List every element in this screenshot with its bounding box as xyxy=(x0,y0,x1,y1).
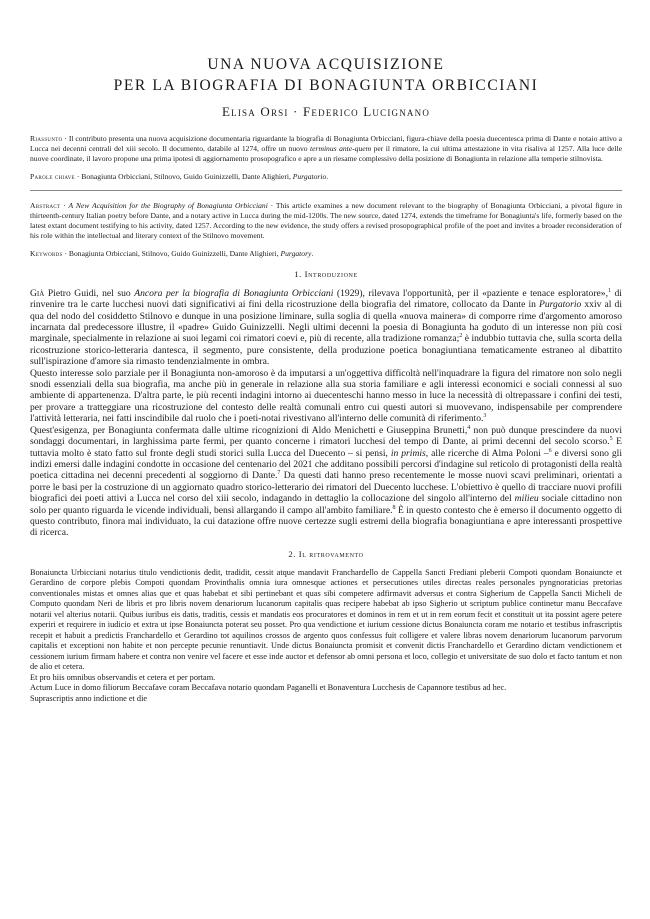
footnote-ref[interactable]: 4 xyxy=(467,424,471,431)
riassunto-text-a: · Il contributo presenta una nuova acquisizione documentaria riguardante la biografia di Bonagiunta Orbicciani, figura-chiave della poesia duecentesca prima di Dante e notaio attivo a Lucca nei decenni centrali del xiii secolo. Il documento, databile al 1274, offre un nuovo xyxy=(30,134,622,154)
p3-em-1: in primis xyxy=(390,447,426,459)
p3-h: È in questo contesto che è emerso il documento oggetto di questo contributo, finora mai individuato, la cui datazione offre nuove certezze sugli estremi della biografia bonagiuntiana e apre interessanti prospettive di ricerca. xyxy=(30,504,622,539)
p1-c: di rinvenire tra le carte lucchesi nuovi dati significativi ai fini della ricostruzione della biografia del rimatore, collocato da Dante in xyxy=(30,287,622,311)
article-title xyxy=(30,54,622,96)
document-transcription: Bonaiuncta Urbicciani notarius titulo vendictionis dedit, tradidit, cessit atque mandavit Franchardello de Cappella Sancti Frediani pleberii Compoti quondam Bonaiuncte et Gerardino de corpore plebis Compoti quondam Provinthalis omnia iura omnesque actiones et persecutiones utiles directas reales personales pyngnoraticias pretorias conventionales mistas et omnes alias que et quas habebat et sibi pertinebant et quas sibi competere adfirmavit adversus et contra Sigherium de Cappella Sancti Micheli de Computo quondam Neri de libris et pro libris novem denariorum lucanorum capitalis quas recipere habebat ab ipso Sigherio ut scriptum publice continetur manu Beccafave notarii vel alterius notarii. Quibus iuribus eis datis, traditis, cessis et mandatis eos procuratores et dominos in rem et ut in rem eorum fecit et constituit ut ita possint agere petere experiri et requirere in iudicio et extra ut ipse Bonaiuncta poterat seu posset. Pro qua vendictione et iurium cessione dictus Bonaiuncta coram me notario et testibus infrascriptis recepit et habuit a predictis Franchardello et Gerardino tot aquilinos crossos de argento quos confessus fuit colligere et valere libras novem denariorum lucanorum parvorum capitalis et exceptioni non habite et non percepte pecunie renuntiavit. Unde dictus Bonaiuncta promisit et convenit dictis Franchardello et Gerardino dictam vendictionem et cessionem iurium firmam habere et contra non venire vel facere et esse inde auctor et defensor ab omni persona et loco, collegio et universitate de suo dolo et facto tantum et non de alio et cetera. xyxy=(30,567,622,672)
parole-chiave-tail: . xyxy=(326,171,329,181)
footnote-ref[interactable]: 2 xyxy=(459,333,463,340)
title-line-2: PER LA BIOGRAFIA DI BONAGIUNTA ORBICCIANI xyxy=(113,77,539,94)
keywords-tail: . xyxy=(311,248,314,258)
riassunto xyxy=(30,134,622,165)
drop-caps: Già xyxy=(30,287,45,299)
document-line-2: Et pro hiis omnibus observandis et cetera et per portam. xyxy=(30,672,216,682)
footnote-ref[interactable]: 1 xyxy=(607,287,611,294)
footnote-ref[interactable]: 5 xyxy=(609,435,613,442)
keywords-em: Purgatory xyxy=(280,248,312,258)
p1-em-1: Ancora per la biografia di Bonagiunta Orbicciani xyxy=(134,287,334,299)
p3-e: e diversi sono gli indizi emersi dalle indagini condotte in occasione del centenario del 2021 che additano possibili percorsi d'indagine sul reticolo di protagonisti della realtà poetica cittadina nei decenni precedenti al soggiorno di Dante. xyxy=(30,447,622,482)
footnote-ref[interactable]: 6 xyxy=(548,447,552,454)
document-line-4: Suprascriptis anno indictione et die xyxy=(30,693,148,703)
p3-g: sociale cittadino non solo per quanto riguarda le vicende individuali, bensì allargando il campo all'ambito familiare. xyxy=(30,493,622,516)
p2-text: Questo interesse solo parziale per il Bonagiunta non-amoroso è da imputarsi a un'oggettiva difficoltà nell'inquadrare la figura del rimatore non solo negli snodi essenziali della sua biografia, ma anche più in generale in relazione alla sua storia familiare e agli interessi economici e sociali connessi al suo ambiente di appartenenza. D'altra parte, le più recenti indagini intorno ai duecenteschi hanno messo in luce la necessità di oltrepassare i confini dei testi, per provare a tratteggiare una ricostruzione del contesto delle realtà comunali entro cui questi autori si muovevano, indispensabile per comprendere l'attività letteraria, nei fatti inscindibile dal ruolo che i poeti-notai rivestivano all'interno delle comunità di riferimento. xyxy=(30,367,622,425)
section-1-paragraph-2 xyxy=(30,368,622,425)
p3-d: , alle ricerche di Alma Poloni – xyxy=(425,447,549,459)
abstract-text: · This article examines a new document relevant to the biography of Bonagiunta Orbicciani, a pivotal figure in thirteenth-century Italian poetry before Dante, and a notary active in Lucca during the mid-1200s. The new source, dated 1274, extends the timeframe for Bonagiunta's life, formerly based on the latest extant document testifying to his activity, dated 1257. According to the new evidence, the study offers a revised prosopographical profile of the poet and invites a broader reconsideration of his role within the intellectual and literary context of the Stilnovo movement. xyxy=(30,200,622,241)
section-2-heading: 2. Il ritrovamento xyxy=(288,548,364,559)
section-1-heading: 1. Introduzione xyxy=(294,268,358,279)
parole-chiave xyxy=(30,172,622,182)
title-line-1: UNA NUOVA ACQUISIZIONE xyxy=(207,56,445,73)
abstract-em: A New Acquisition for the Biography of Bonagiunta Orbicciani xyxy=(68,200,268,210)
p1-e: è indubbio tuttavia che, sulla scorta della ricostruzione storico-letteraria dantesca, il segmento, pure consistente, della produzione poetica bonagiuntiana tematicamente estraneo al dibattito sull'ispirazione d'amore sia rimasto tendenzialmente in ombra. xyxy=(30,333,622,368)
abstract-dot: · xyxy=(60,200,69,210)
keywords xyxy=(30,249,622,259)
abstract xyxy=(30,201,622,242)
p3-f: Da questi dati hanno preso recentemente le mosse nuovi scavi preliminari, orientati a porre le basi per la costruzione di un aggiornato quadro storico-letterario dei rimatori del Duecento lucchese. L'obiettivo è quello di tracciare nuovi profili biografici dei poeti attivi a Lucca nel corso del xiii secolo, indagando in dettaglio la collocazione del singolo all'interno del xyxy=(30,470,623,505)
p3-b: non può dunque prescindere da nuovi sondaggi documentari, in larghissima parte fermi, per quanto concerne i rimatori lucchesi del tempo di Dante, ai primi decenni del secolo scorso. xyxy=(30,424,622,448)
keywords-label: Keywords xyxy=(30,248,63,258)
p3-a: Quest'esigenza, per Bonagiunta confermata dalle ultime ricognizioni di Aldo Menichetti e Giuseppina Brunetti, xyxy=(30,424,468,436)
riassunto-em: terminus ante-quem xyxy=(310,144,372,154)
riassunto-label: Riassunto xyxy=(30,134,63,143)
section-1-paragraph-3 xyxy=(30,425,622,539)
parole-chiave-text: · Bonagiunta Orbicciani, Stilnovo, Guido Guinizzelli, Dante Alighieri, xyxy=(74,171,293,181)
footnote-ref[interactable]: 7 xyxy=(277,470,281,477)
riassunto-text-b: per il rimatore, la cui ultima attestazione in vita risaliva al 1257. Alla luce delle nuove coordinate, il lavoro propone una prima ipotesi di aggiornamento prosopografico e apre a un riesame complessivo della posizione di Bonagiunta in relazione alla temperie stilnovista. xyxy=(30,144,622,164)
p1-a: Pietro Guidi, nel suo xyxy=(44,287,135,299)
parole-chiave-em: Purgatorio xyxy=(292,171,327,181)
divider xyxy=(30,190,622,191)
abstract-label: Abstract xyxy=(30,200,61,210)
keywords-text: · Bonagiunta Orbicciani, Stilnovo, Guido Guinizzelli, Dante Alighieri, xyxy=(62,248,281,258)
p1-b: (1929), rilevava l'opportunità, per il «paziente e tenace esploratore», xyxy=(333,287,608,299)
p1-em-2: Purgatorio xyxy=(539,299,582,311)
document-line-3: Actum Luce in domo filiorum Beccafave coram Beccafava notario quondam Paganelli et Bonaventura Lucchesis de Capannore testibus ad hec. xyxy=(30,683,507,693)
authors: Elisa Orsi · Federico Lucignano xyxy=(221,104,431,119)
footnote-ref[interactable]: 8 xyxy=(392,504,396,511)
p1-d: xxiv al di qua del nodo del cosiddetto Stilnovo e dunque in una posizione liminare, sulla soglia di quella «nuova mainera» di comporre rime d'argomento amoroso incarnata dal predecessore illustre, il «padre» Guido Guinizzelli. Negli ultimi decenni la poesia di Bonagiunta ha goduto di un interesse non più così marginale, specialmente in relazione ai suoi legami coi rimatori coevi e, più di recente, alla tradizione romanza; xyxy=(30,299,623,345)
p3-em-2: milieu xyxy=(514,493,539,505)
footnote-ref[interactable]: 3 xyxy=(483,413,487,420)
parole-chiave-label: Parole chiave xyxy=(30,171,75,181)
p3-c: E tuttavia molto è stato fatto sul fronte degli studi storici sulla Lucca del Duecento – si pensi, xyxy=(30,436,622,459)
section-1-paragraph-1 xyxy=(30,288,622,368)
